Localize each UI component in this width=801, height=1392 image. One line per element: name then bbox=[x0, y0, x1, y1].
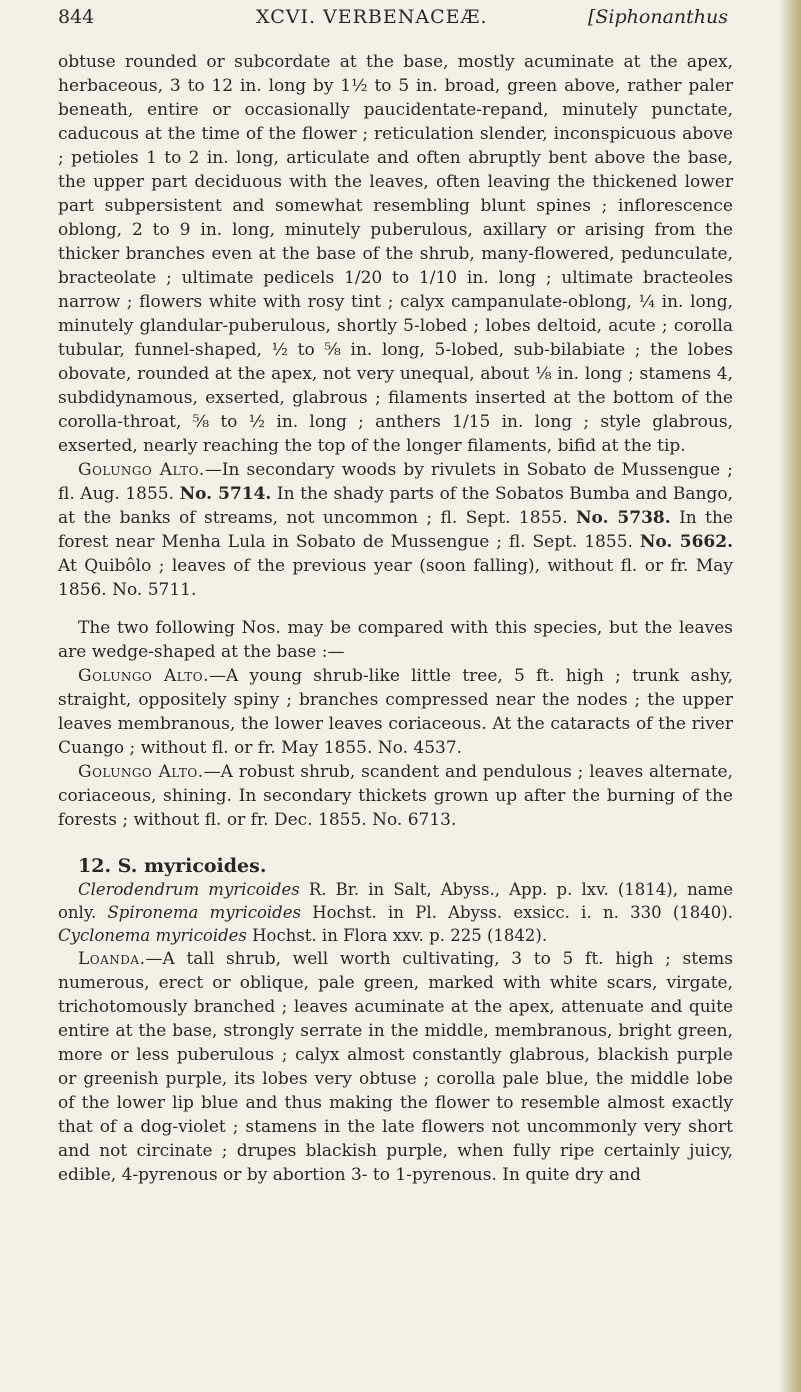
specimen-golungo-alto-3 bbox=[58, 760, 733, 832]
running-head: [Siphonanthus bbox=[587, 6, 728, 28]
specimen-loanda bbox=[58, 947, 733, 1187]
specimen-number: No. 5662. bbox=[639, 532, 734, 552]
synonym-name: Cyclonema myricoides bbox=[58, 926, 247, 945]
comparison-note: The two following Nos. may be compared with this species, but the leaves are wedge-shaped at the base :— bbox=[58, 618, 733, 662]
locality: Golungo Alto. bbox=[78, 666, 209, 686]
specimen-golungo-alto-2 bbox=[58, 664, 733, 760]
specimen-text: —A young shrub-like little tree, 5 ft. high ; trunk ashy, straight, oppositely spiny ; branches compressed near the nodes ; the upper leaves membranous, the lower leaves coriaceous. At the cataracts of the river Cuango ; without fl. or fr. May 1855. No. 4537. bbox=[58, 666, 733, 758]
synonym-citation: Hochst. in Flora xxv. p. 225 (1842). bbox=[246, 926, 548, 945]
page-header bbox=[58, 6, 728, 40]
specimen-text: —In secondary woods by rivulets in Sobato de Mussengue ; fl. Aug. 1855. bbox=[58, 460, 733, 504]
locality: Golungo Alto. bbox=[78, 460, 205, 480]
species-heading: 12. S. myricoides. bbox=[78, 855, 267, 877]
synonym-citation: Hochst. in Pl. Abyss. exsicc. i. n. 330 (1840). bbox=[300, 903, 733, 922]
synonym-name: Clerodendrum myricoides bbox=[78, 880, 300, 899]
page-edge-shadow bbox=[779, 0, 801, 1392]
locality: Loanda. bbox=[78, 949, 146, 969]
specimen-text: —A robust shrub, scandent and pendulous ; leaves alternate, coriaceous, shining. In secondary thickets grown up after the burning of the forests ; without fl. or fr. Dec. 1855. No. 6713. bbox=[58, 762, 733, 830]
synonym-name: Spironema myricoides bbox=[107, 903, 301, 922]
locality: Golungo Alto. bbox=[78, 762, 204, 782]
specimen-golungo-alto-1 bbox=[58, 458, 733, 602]
section-title: XCVI. VERBENACEÆ. bbox=[256, 6, 488, 28]
specimen-number: No. 5738. bbox=[576, 508, 671, 528]
specimen-text: At Quibôlo ; leaves of the previous year (soon falling), without fl. or fr. May 1856. No. 5711. bbox=[58, 556, 733, 600]
description-paragraph: obtuse rounded or subcordate at the base, mostly acuminate at the apex, herbaceous, 3 to 12 in. long by 1½ to 5 in. broad, green above, rather paler beneath, entire or occasionally paucidentate-repand, minutely punctate, caducous at the time of the flower ; reticulation slender, inconspicuous above ; petioles 1 to 2 in. long, articulate and often abruptly bent above the base, the upper part deciduous with the leaves, often leaving the thickened lower part subpersistent and somewhat resembling blunt spines ; inflorescence oblong, 2 to 9 in. long, minutely puberulous, axillary or arising from the thicker branches even at the base of the shrub, many-flowered, pedunculate, bracteolate ; ultimate pedicels 1/20 to 1/10 in. long ; ultimate bracteoles narrow ; flowers white with rosy tint ; calyx campanulate-oblong, ¼ in. long, minutely glandular-puberulous, shortly 5-lobed ; lobes deltoid, acute ; corolla tubular, funnel-shaped, ½ to ⅝ in. long, 5-lobed, sub-bilabiate ; the lobes obovate, rounded at the apex, not very unequal, about ⅛ in. long ; stamens 4, subdidynamous, exserted, glabrous ; filaments inserted at the bottom of the corolla-throat, ⅝ to ½ in. long ; anthers 1/15 in. long ; style glabrous, exserted, nearly reaching the top of the longer filaments, bifid at the tip. bbox=[58, 52, 733, 456]
specimen-number: No. 5714. bbox=[179, 484, 272, 504]
synonymy bbox=[58, 878, 733, 947]
synonym-citation: R. Br. in Salt, Abyss., App. p. lxv. (1814), name only. bbox=[58, 880, 733, 922]
specimen-text: In the forest near Menha Lula in Sobato de Mussengue ; fl. Sept. 1855. bbox=[58, 508, 733, 552]
specimen-text: In the shady parts of the Sobatos Bumba and Bango, at the banks of streams, not uncommon ; fl. Sept. 1855. bbox=[58, 484, 733, 528]
body-text bbox=[58, 50, 733, 1187]
specimen-text: —A tall shrub, well worth cultivating, 3 to 5 ft. high ; stems numerous, erect or oblique, pale green, marked with white scars, virgate, trichotomously branched ; leaves acuminate at the apex, attenuate and quite entire at the base, strongly serrate in the middle, membranous, bright green, more or less puberulous ; calyx almost constantly glabrous, blackish purple or greenish purple, its lobes very obtuse ; corolla pale blue, the middle lobe of the lower lip blue and thus making the flower to resemble almost exactly that of a dog-violet ; stamens in the late flowers not uncommonly very short and not circinate ; drupes blackish purple, when fully ripe certainly juicy, edible, 4-pyrenous or by abortion 3- to 1-pyrenous. In quite dry and bbox=[58, 949, 733, 1185]
page-number: 844 bbox=[58, 6, 95, 28]
